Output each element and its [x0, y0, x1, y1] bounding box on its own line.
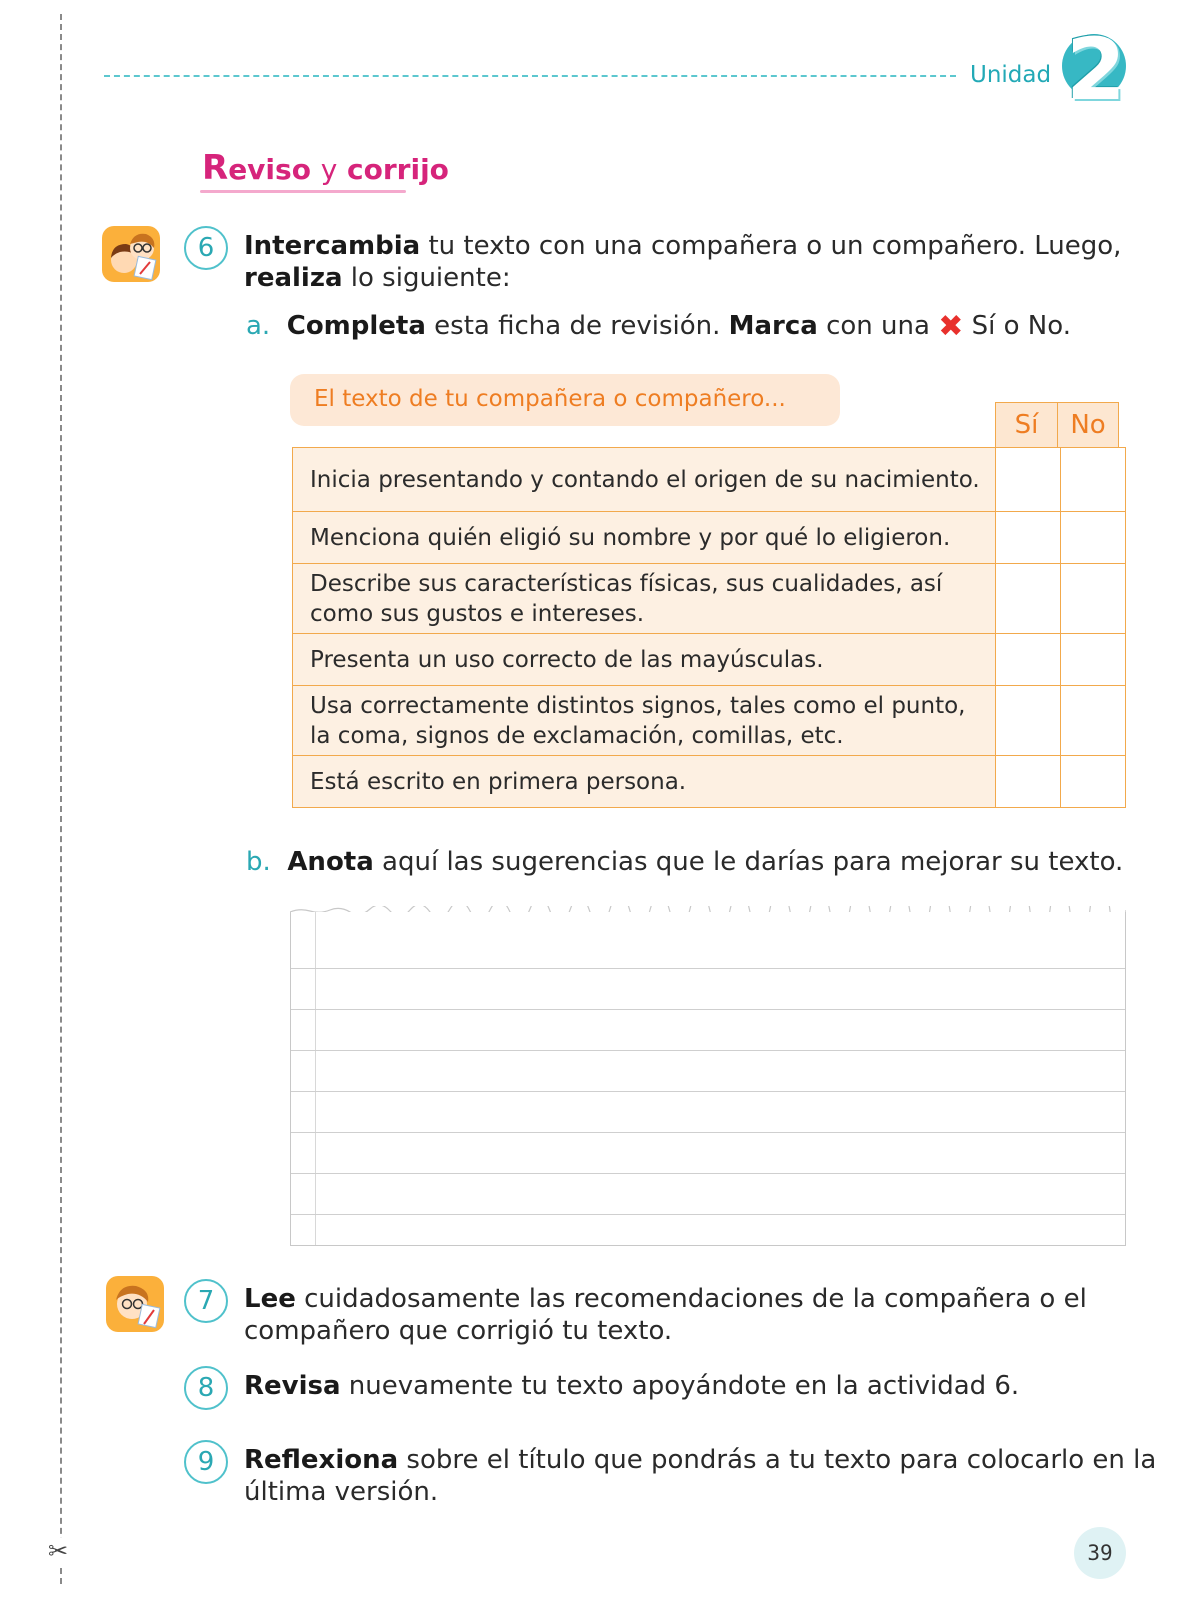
yes-checkbox[interactable]	[995, 512, 1060, 564]
activity-6-text-line2: realiza lo siguiente:	[244, 263, 511, 293]
criterion-text: Menciona quién eligió su nombre y por qué lo eligieron.	[293, 512, 996, 564]
activity-9-text-line1: Reflexiona sobre el título que pondrás a tu texto para colocarlo en la	[244, 1445, 1157, 1475]
activity-6a-instruction: a. Completa esta ficha de revisión. Marca con una ✖ Sí o No.	[246, 309, 1071, 344]
yes-checkbox[interactable]	[995, 448, 1060, 512]
no-checkbox[interactable]	[1060, 512, 1125, 564]
pair-work-icon	[102, 226, 160, 282]
page-number: 39	[1074, 1527, 1126, 1579]
activity-number-8: 8	[184, 1366, 228, 1410]
no-checkbox[interactable]	[1060, 686, 1125, 756]
no-checkbox[interactable]	[1060, 448, 1125, 512]
activity-9-text-line2: última versión.	[244, 1477, 439, 1507]
criterion-text: Está escrito en primera persona.	[293, 756, 996, 808]
section-title: Reviso y corrijo	[202, 148, 449, 188]
notes-line	[291, 1132, 1125, 1133]
notes-line	[291, 1173, 1125, 1174]
activity-6-text-line1: Intercambia tu texto con una compañera o un compañero. Luego,	[244, 231, 1122, 261]
activity-number-6: 6	[184, 226, 228, 270]
header-dashed-rule	[104, 75, 956, 77]
cut-line	[60, 14, 62, 1584]
column-header-no: No	[1057, 402, 1119, 448]
review-table	[292, 447, 1126, 808]
no-checkbox[interactable]	[1060, 634, 1125, 686]
table-row	[293, 448, 1126, 512]
table-row	[293, 512, 1126, 564]
criterion-text: Inicia presentando y contando el origen de su nacimiento.	[293, 448, 996, 512]
activity-7-text-line1: Lee cuidadosamente las recomendaciones de la compañera o el	[244, 1284, 1087, 1314]
table-row	[293, 634, 1126, 686]
notes-line	[291, 968, 1125, 969]
activity-6b-instruction: b. Anota aquí las sugerencias que le darías para mejorar su texto.	[246, 847, 1124, 877]
red-x-icon: ✖	[938, 309, 964, 344]
table-row	[293, 756, 1126, 808]
individual-work-icon	[106, 1276, 164, 1332]
table-title: El texto de tu compañera o compañero...	[314, 386, 786, 412]
notes-line	[291, 1091, 1125, 1092]
no-checkbox[interactable]	[1060, 756, 1125, 808]
unit-label: Unidad	[970, 62, 1052, 88]
scissors-icon: ✂	[48, 1537, 69, 1565]
table-row	[293, 564, 1126, 634]
criterion-text: Usa correctamente distintos signos, tales como el punto, la coma, signos de exclamación, comillas, etc.	[293, 686, 996, 756]
activity-number-9: 9	[184, 1440, 228, 1484]
yes-checkbox[interactable]	[995, 686, 1060, 756]
notes-margin-line	[315, 912, 316, 1245]
notes-line	[291, 1050, 1125, 1051]
notes-line	[291, 1214, 1125, 1215]
criterion-text: Describe sus características físicas, sus cualidades, así como sus gustos e intereses.	[293, 564, 996, 634]
notes-line	[291, 1009, 1125, 1010]
suggestions-writing-area[interactable]	[290, 912, 1126, 1246]
no-checkbox[interactable]	[1060, 564, 1125, 634]
criterion-text: Presenta un uso correcto de las mayúsculas.	[293, 634, 996, 686]
activity-number-7: 7	[184, 1279, 228, 1323]
yes-checkbox[interactable]	[995, 564, 1060, 634]
unit-number: 2	[1066, 20, 1126, 120]
yes-checkbox[interactable]	[995, 756, 1060, 808]
yes-checkbox[interactable]	[995, 634, 1060, 686]
section-title-underline	[200, 190, 406, 193]
activity-8-text: Revisa nuevamente tu texto apoyándote en la actividad 6.	[244, 1371, 1020, 1401]
column-header-yes: Sí	[995, 402, 1058, 448]
table-row	[293, 686, 1126, 756]
activity-7-text-line2: compañero que corrigió tu texto.	[244, 1316, 673, 1346]
